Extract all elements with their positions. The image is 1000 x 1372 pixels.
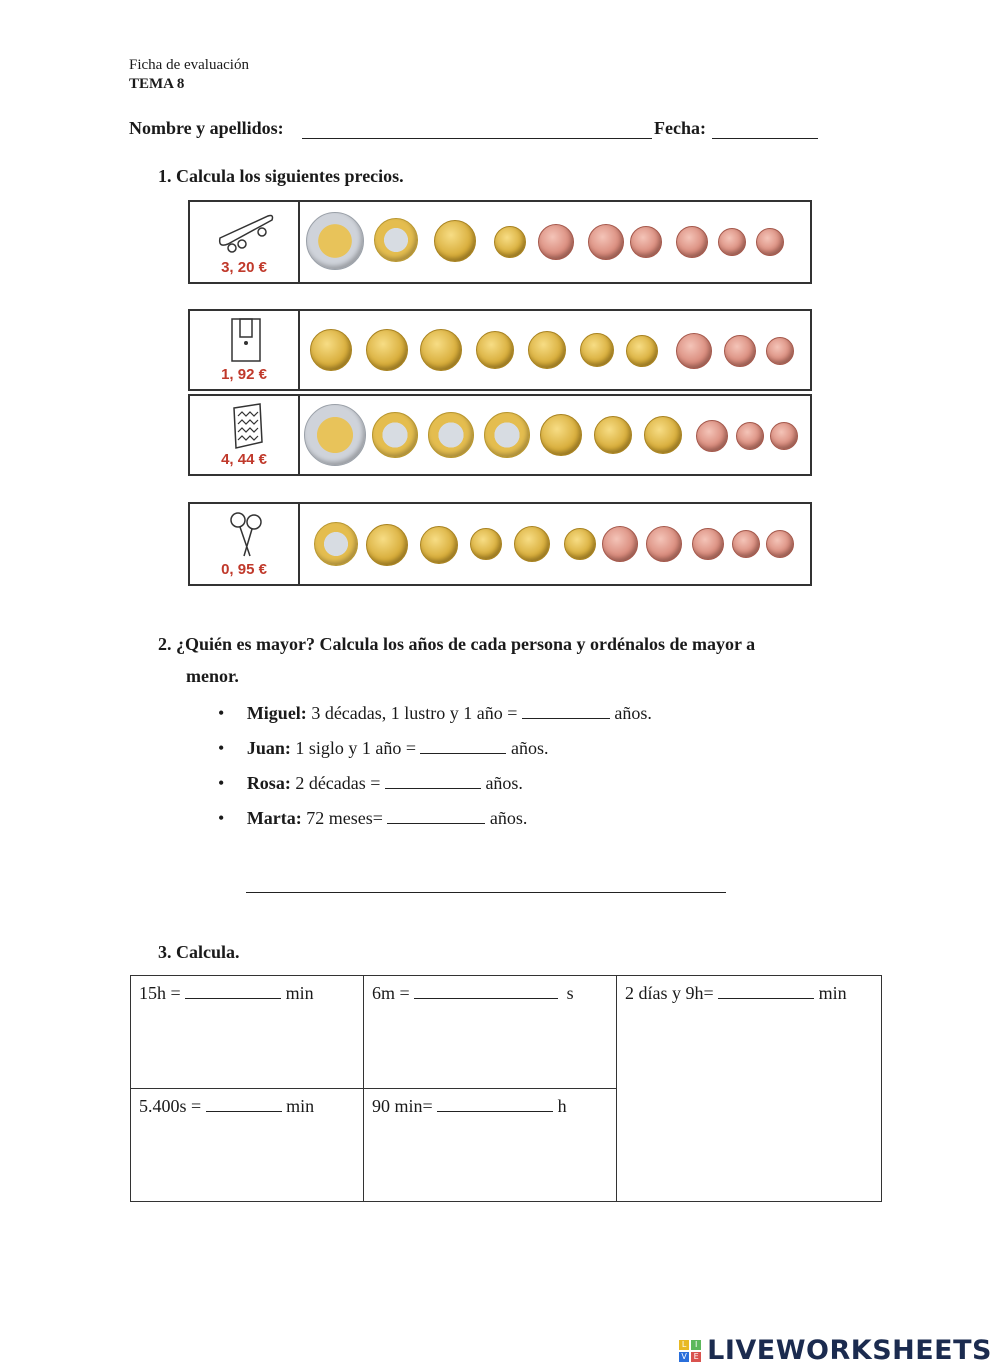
coin-2-cent: [724, 335, 756, 367]
calc-prompt: 15h =: [139, 983, 181, 1003]
unit-label: años.: [485, 773, 523, 793]
person-name: Rosa:: [246, 773, 291, 793]
item-panel: [190, 396, 300, 474]
person-question: 72 meses=: [306, 808, 383, 828]
logo-letter: V: [679, 1352, 689, 1362]
price-box-sharpener: [188, 309, 812, 391]
bullet: •: [218, 808, 225, 828]
coin-20-cent: [594, 416, 632, 454]
date-field[interactable]: [712, 120, 818, 139]
coin-50-cent: [366, 524, 408, 566]
coin-50-cent: [366, 329, 408, 371]
unit-label: años.: [510, 738, 549, 758]
bullet: •: [218, 703, 225, 723]
answer-field-days[interactable]: [718, 980, 814, 999]
unit-label: h: [557, 1096, 567, 1116]
q3-title: 3. Calcula.: [158, 942, 240, 962]
unit-label: años.: [489, 808, 528, 828]
coin-5-cent: [602, 526, 638, 562]
coin-5-cent: [538, 224, 574, 260]
coin-10-cent: [626, 335, 658, 367]
coin-20-cent: [420, 526, 458, 564]
coin-2-euro: [306, 212, 364, 270]
date-label: Fecha:: [654, 118, 706, 138]
person-question: 2 décadas =: [295, 773, 381, 793]
unit-label: min: [286, 1096, 315, 1116]
brand-name: LIVEWORKSHEETS: [707, 1335, 992, 1366]
coin-1-cent: [732, 530, 760, 558]
calc-prompt: 90 min=: [372, 1096, 433, 1116]
coin-1-cent: [756, 228, 784, 256]
answer-field-marta[interactable]: [387, 805, 485, 824]
coin-5-cent: [588, 224, 624, 260]
sharpener-icon: [210, 317, 280, 365]
list-item: [218, 805, 527, 829]
coin-10-cent: [470, 528, 502, 560]
calc-cell: [617, 976, 882, 1202]
coin-5-cent: [630, 226, 662, 258]
calc-cell: [131, 976, 364, 1089]
coin-1-euro: [314, 522, 358, 566]
logo-letter: I: [691, 1340, 701, 1350]
calc-cell: [364, 1089, 617, 1202]
liveworksheets-logo[interactable]: [679, 1335, 992, 1366]
coin-50-cent: [434, 220, 476, 262]
calc-cell: [364, 976, 617, 1089]
coin-row: [300, 311, 810, 389]
coin-1-cent: [766, 530, 794, 558]
q2-title: 2. ¿Quién es mayor? Calcula los años de cada persona y ordénalos de mayor a: [158, 634, 756, 654]
unit-label: s: [566, 983, 574, 1003]
unit-label: min: [285, 983, 314, 1003]
answer-field-hours[interactable]: [185, 980, 281, 999]
price-box-notebook: [188, 394, 812, 476]
price-box-skateboard: [188, 200, 812, 284]
coin-20-cent: [644, 416, 682, 454]
list-item: [218, 700, 652, 724]
coin-10-cent: [564, 528, 596, 560]
unit-label: min: [818, 983, 847, 1003]
worksheet-subtitle: Ficha de evaluación: [129, 57, 249, 73]
coin-1-euro: [484, 412, 530, 458]
answer-field-miguel[interactable]: [522, 700, 610, 719]
coin-20-cent: [476, 331, 514, 369]
person-question: 3 décadas, 1 lustro y 1 año =: [311, 703, 518, 723]
name-label: Nombre y apellidos:: [129, 118, 284, 138]
answer-field-minutes[interactable]: [414, 980, 558, 999]
coin-1-cent: [766, 337, 794, 365]
unit-label: años.: [614, 703, 652, 723]
item-panel: [190, 504, 300, 584]
bullet: •: [218, 738, 225, 758]
coin-20-cent: [528, 331, 566, 369]
answer-field-rosa[interactable]: [385, 770, 481, 789]
coin-1-cent: [736, 422, 764, 450]
coin-50-cent: [310, 329, 352, 371]
person-name: Miguel:: [246, 703, 307, 723]
q1-title: 1. Calcula los siguientes precios.: [158, 166, 404, 186]
coin-1-euro: [374, 218, 418, 262]
coin-1-euro: [428, 412, 474, 458]
calc-prompt: 6m =: [372, 983, 410, 1003]
coin-50-cent: [540, 414, 582, 456]
coin-20-cent: [514, 526, 550, 562]
item-price: 1, 92 €: [221, 366, 267, 383]
coin-10-cent: [494, 226, 526, 258]
price-box-scissors: [188, 502, 812, 586]
list-item: [218, 735, 548, 759]
calc-prompt: 2 días y 9h=: [625, 983, 714, 1003]
item-price: 0, 95 €: [221, 561, 267, 578]
coin-row: [300, 202, 810, 282]
order-answer-field[interactable]: [246, 874, 726, 893]
person-name: Juan:: [246, 738, 291, 758]
coin-1-cent: [718, 228, 746, 256]
calc-table: [130, 975, 882, 1202]
coin-row: [300, 504, 810, 584]
answer-field-juan[interactable]: [420, 735, 506, 754]
coin-5-cent: [646, 526, 682, 562]
coin-2-cent: [676, 226, 708, 258]
item-panel: [190, 202, 300, 282]
logo-mark-icon: [679, 1340, 701, 1362]
coin-20-cent: [580, 333, 614, 367]
scissors-icon: [210, 510, 280, 558]
person-question: 1 siglo y 1 año =: [295, 738, 416, 758]
coin-50-cent: [420, 329, 462, 371]
item-price: 4, 44 €: [221, 451, 267, 468]
answer-field-min-to-h[interactable]: [437, 1093, 553, 1112]
q2-title-continued: menor.: [186, 666, 239, 686]
calc-cell: [131, 1089, 364, 1202]
coin-1-cent: [770, 422, 798, 450]
item-price: 3, 20 €: [221, 259, 267, 276]
logo-letter: L: [679, 1340, 689, 1350]
logo-letter: E: [691, 1352, 701, 1362]
skateboard-icon: [210, 208, 280, 256]
worksheet-topic: TEMA 8: [129, 76, 185, 92]
coin-2-euro: [304, 404, 366, 466]
coin-2-cent: [696, 420, 728, 452]
name-field[interactable]: [302, 120, 652, 139]
coin-2-cent: [692, 528, 724, 560]
coin-5-cent: [676, 333, 712, 369]
coin-1-euro: [372, 412, 418, 458]
calc-prompt: 5.400s =: [139, 1096, 202, 1116]
answer-field-seconds[interactable]: [206, 1093, 282, 1112]
person-name: Marta:: [246, 808, 302, 828]
list-item: [218, 770, 523, 794]
notebook-icon: [210, 402, 280, 450]
bullet: •: [218, 773, 225, 793]
item-panel: [190, 311, 300, 389]
coin-row: [300, 396, 810, 474]
